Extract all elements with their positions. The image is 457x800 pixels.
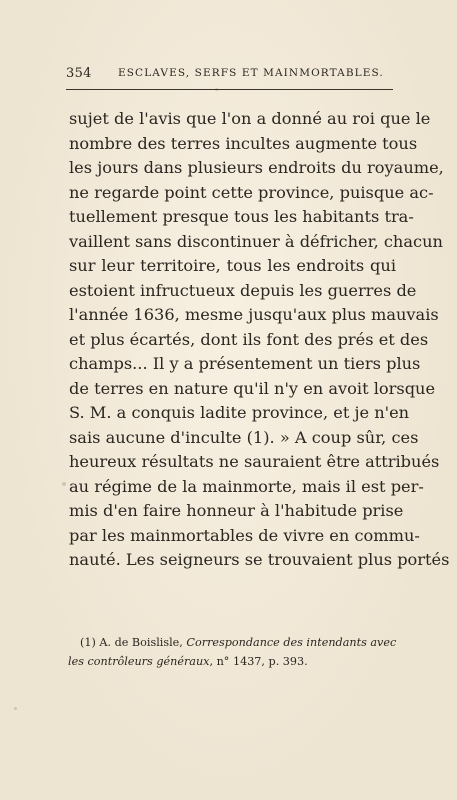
footnote-text: , n° 1437, p. 393. (209, 655, 308, 668)
body-line: au régime de la mainmorte, mais il est per- (69, 476, 424, 496)
body-line: et plus écartés, dont ils font des prés et des (69, 329, 429, 349)
footnote (68, 633, 398, 671)
body-line: l'année 1636, mesme jusqu'aux plus mauvais (69, 305, 439, 324)
body-line: heureux résultats ne sauraient être attribués (69, 452, 440, 471)
body-line: champs... Il y a présentement un tiers plus (69, 354, 421, 373)
body-line: sur leur territoire, tous les endroits qui (69, 256, 396, 275)
body-line: S. M. a conquis ladite province, et je n'en (69, 403, 410, 422)
body-line: les jours dans plusieurs endroits du royaume, (69, 158, 444, 177)
footnote-text: (1) A. de Boislisle, (80, 636, 187, 649)
body-line: ne regarde point cette province, puisque ac- (69, 182, 434, 202)
body-line: de terres en nature qu'il n'y en avoit lorsque (69, 378, 436, 398)
body-text (69, 107, 450, 573)
body-line: sujet de l'avis que l'on a donné au roi que le (69, 109, 431, 128)
paper-speck (14, 707, 17, 710)
body-line: sais aucune d'inculte (1). » A coup sûr, ces (69, 427, 419, 447)
footnote-title: les contrôleurs généraux (68, 655, 210, 668)
body-line: par les mainmortables de vivre en commu- (69, 525, 420, 545)
body-line: mis d'en faire honneur à l'habitude prise (69, 501, 404, 520)
running-head: ESCLAVES, SERFS ET MAINMORTABLES. (118, 67, 384, 79)
footnote-line (68, 652, 398, 671)
body-line: tuellement presque tous les habitants tra- (69, 207, 414, 226)
page-number: 354 (66, 66, 92, 81)
body-line: vaillent sans discontinuer à défricher, chacun (69, 231, 443, 251)
footnote-line (68, 633, 398, 652)
paper-speck (62, 482, 66, 486)
header-rule (66, 89, 393, 90)
page-header (66, 66, 396, 82)
footnote-title: Correspondance des intendants avec (186, 636, 397, 649)
body-line: nauté. Les seigneurs se trouvaient plus portés (69, 550, 450, 569)
body-line: nombre des terres incultes augmente tous (69, 133, 418, 153)
body-line: estoient infructueux depuis les guerres de (69, 280, 417, 300)
